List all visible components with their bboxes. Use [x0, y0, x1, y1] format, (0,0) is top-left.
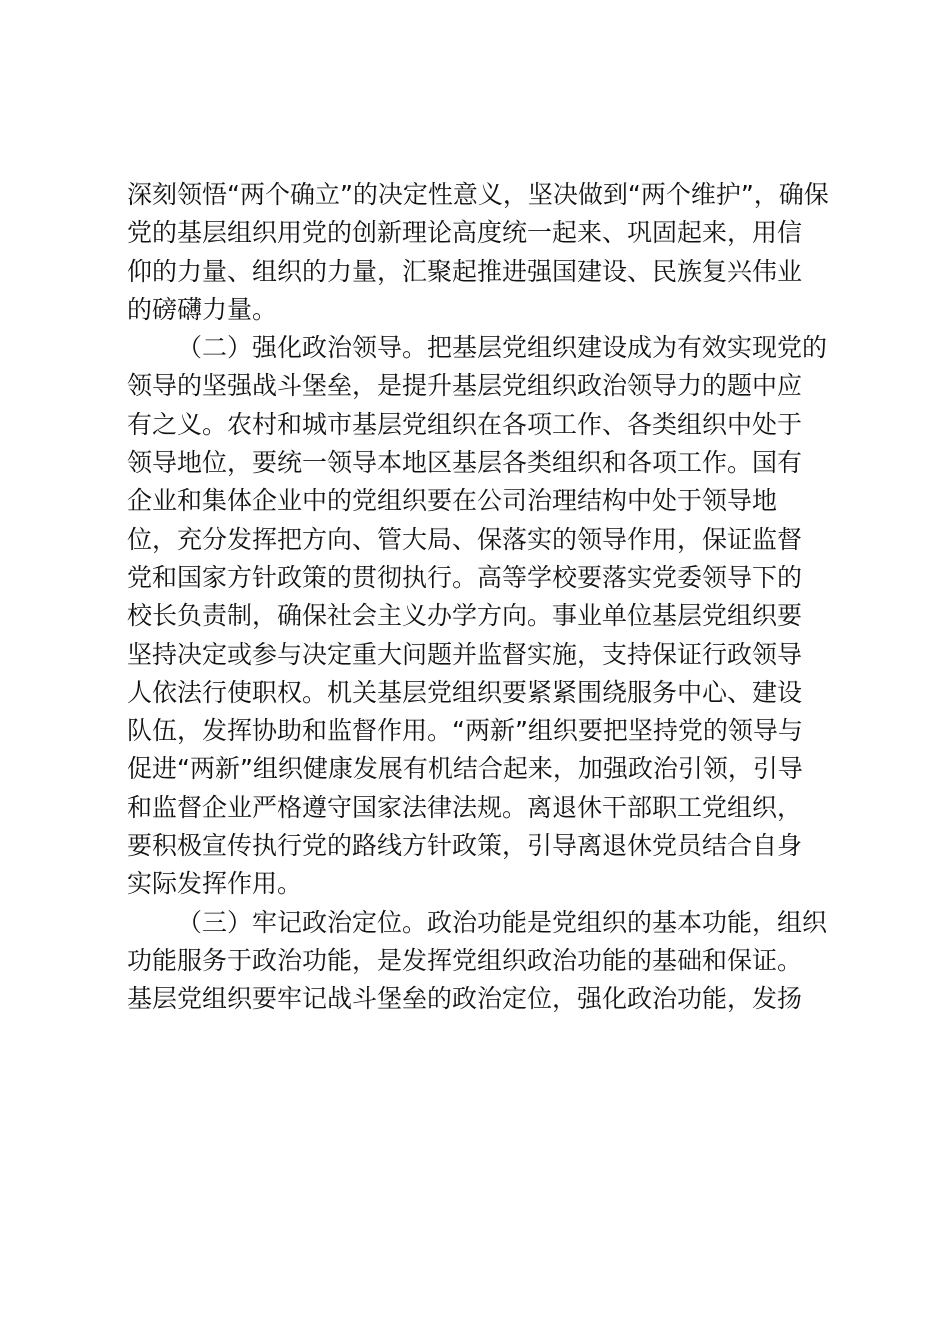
text-line: 功能服务于政治功能，是发挥党组织政治功能的基础和保证。	[127, 945, 803, 975]
text-line: 有之义。农村和城市基层党组织在各项工作、各类组织中处于	[127, 409, 803, 439]
text-line: 的磅礴力量。	[127, 294, 278, 324]
paragraph-section-two	[127, 329, 827, 903]
text-line: 校长负责制，确保社会主义办学方向。事业单位基层党组织要	[127, 601, 803, 631]
text-line: 基层党组织要牢记战斗堡垒的政治定位，强化政治功能，发扬	[127, 984, 803, 1014]
section-heading-line: （二）强化政治领导。把基层党组织建设成为有效实现党的	[177, 333, 828, 363]
text-line: 人依法行使职权。机关基层党组织要紧紧围绕服务中心、建设	[127, 677, 803, 707]
text-line: 企业和集体企业中的党组织要在公司治理结构中处于领导地	[127, 486, 778, 516]
text-line: 队伍，发挥协助和监督作用。“两新”组织要把坚持党的领导与	[127, 716, 803, 746]
text-line: 和监督企业严格遵守国家法律法规。离退休干部职工党组织，	[127, 792, 803, 822]
text-line: 要积极宣传执行党的路线方针政策，引导离退休党员结合自身	[127, 831, 803, 861]
paragraph-section-three	[127, 904, 827, 1019]
text-line: 深刻领悟“两个确立”的决定性意义，坚决做到“两个维护”，确保	[127, 180, 829, 209]
document-body	[127, 176, 827, 1019]
text-line: 坚持决定或参与决定重大问题并监督实施，支持保证行政领导	[127, 639, 803, 669]
text-line: 仰的力量、组织的力量，汇聚起推进强国建设、民族复兴伟业	[127, 256, 803, 286]
text-line: 领导地位，要统一领导本地区基层各类组织和各项工作。国有	[127, 448, 803, 478]
text-line: 领导的坚强战斗堡垒，是提升基层党组织政治领导力的题中应	[127, 371, 803, 401]
text-line: 党的基层组织用党的创新理论高度统一起来、巩固起来，用信	[127, 218, 803, 248]
text-line: 党和国家方针政策的贯彻执行。高等学校要落实党委领导下的	[127, 562, 803, 592]
text-line: 实际发挥作用。	[127, 869, 303, 899]
text-line: 位，充分发挥把方向、管大局、保落实的领导作用，保证监督	[127, 524, 803, 554]
paragraph-continuation	[127, 176, 827, 329]
section-heading-line: （三）牢记政治定位。政治功能是党组织的基本功能，组织	[177, 907, 828, 937]
text-line: 促进“两新”组织健康发展有机结合起来，加强政治引领，引导	[127, 754, 803, 784]
